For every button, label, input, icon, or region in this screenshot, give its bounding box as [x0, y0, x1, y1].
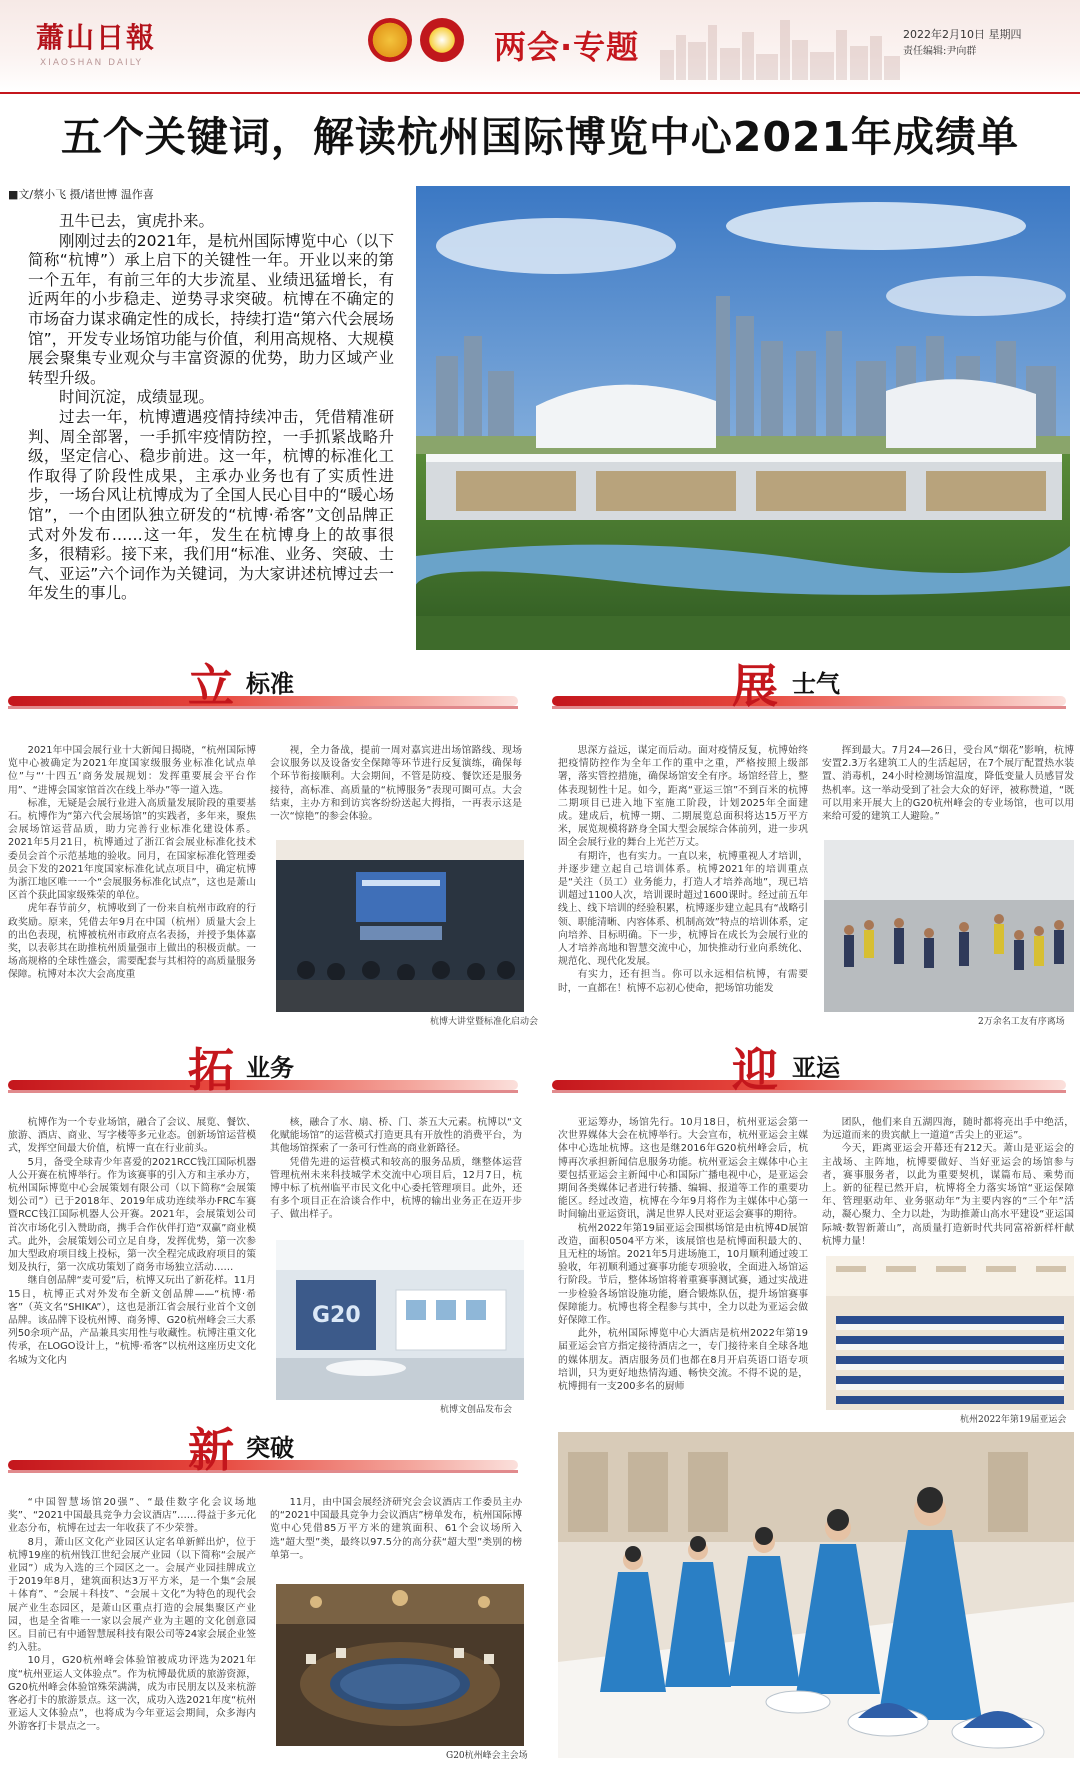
article-column — [270, 1496, 522, 1576]
section-rule — [552, 706, 1066, 709]
section-rule — [8, 706, 518, 709]
standardization-meeting-photo — [276, 840, 524, 1012]
paragraph: 标准，无疑是会展行业进入高质量发展阶段的重要基石。杭博作为“第六代会展场馆”的实践者，多年来，聚焦会展场馆运营品质，助力完善行业标准化建设体系。2021年5月21日，杭博通过了浙江省会展业标准化技术委员会首个示范基地的验收。同月，在国家标准化管理委员会下发的2021年度国家标准化试点项目中，确定杭博为浙江地区唯一一个“会展服务标准化试点”，这也是萧山区首个获此国家级殊荣的单位。 — [8, 797, 256, 902]
paragraph: 11月，由中国会展经济研究会会议酒店工作委员主办的“2021中国最具竞争力会议酒店”榜单发布，杭州国际博览中心凭借85万平方米的建筑面积、61个会议场所入选“超大型”类，最终以97.5分的高分获“超大型”类别的榜单第一。 — [270, 1497, 522, 1561]
section-title: 亚运 — [792, 1054, 840, 1082]
section-header-morale — [552, 656, 1072, 712]
section-header-breakthrough — [8, 1420, 528, 1476]
paragraph: 亚运筹办，场馆先行。10月18日，杭州亚运会第一次世界媒体大会在杭博举行。大会宣布，杭州亚运会主媒体中心选址杭博。这也是继2016年G20杭州峰会后，杭博再次承担新闻信息服务功能。杭州亚运会主媒体中心主要包括亚运会主新闻中心和国际广播电视中心，是亚运会期间各类媒体记者进行转播、编辑、报道等工作的重要功能区。经过改造，杭博在今年9月将作为主媒体中心第一时间输出亚运资讯，满足世界人民对亚运会赛事的期待。 — [558, 1117, 808, 1221]
photo-caption: 杭博文创品发布会 — [440, 1405, 513, 1415]
article-column — [8, 1116, 256, 1408]
article-column — [822, 744, 1074, 834]
paragraph: 此外，杭州国际博览中心大酒店是杭州2022年第19届亚运会官方指定接待酒店之一，专门接待来自全球各地的媒体朋友。酒店服务员们也都在8月开启英语口语专项培训，只为更好地热情沟通、畅快交流。不得不说的是，杭博拥有一支200多名的厨师 — [558, 1328, 808, 1393]
section-calligraphy-char: 拓 — [188, 1043, 234, 1097]
special-topic-title: 两会·专题 — [494, 28, 640, 66]
section-calligraphy-char: 展 — [732, 659, 778, 713]
article-column — [8, 1496, 256, 1762]
photo-caption: 2万余名工友有序离场 — [978, 1017, 1065, 1027]
section-header-standard — [8, 656, 528, 712]
photo-caption: 杭博大讲堂暨标准化启动会 — [430, 1017, 539, 1027]
expo-center-aerial-photo — [416, 186, 1070, 650]
issue-date: 2022年2月10日 星期四 — [903, 28, 1022, 41]
photo-caption: G20杭州峰会主会场 — [446, 1751, 528, 1761]
masthead — [0, 0, 1080, 94]
paragraph: 5月，备受全球青少年喜爱的2021RCC钱江国际机器人公开赛在杭博举行。作为该赛事的引入方和主承办方，杭州国际博览中心会展策划有限公司（以下简称“会展策划公司”）已于2018年、2019年成功连续举办FRC车赛暨RCC钱江国际机器人公开赛。2021年，会展策划公司首次市场化引入赞助商，携手合作伙伴打造“双赢”商业模式。此外，会展策划公司立足自身，发挥优势，第一次参加大型政府项目线上投标，第一次全程完成政府项目的策划及执行，第一次成功策划了商务市场独立活动…… — [8, 1156, 256, 1274]
banquet-service-staff-photo — [558, 1432, 1074, 1758]
section-calligraphy-char: 迎 — [732, 1043, 778, 1097]
article-column — [270, 744, 522, 834]
intro-paragraph: 过去一年，杭博遭遇疫情持续冲击，凭借精准研判、周全部署，一手抓牢疫情防控，一手抓紧战略升级，坚定信心、稳步前进。这一年，杭博的标准化工作取得了阶段性成果，主承办业务也有了实质性进步，一场台风让杭博成为了全国人民心目中的“暖心场馆”，一个由团队独立研发的“杭博·希客”文创品牌正式对外发布……这一年，发生在杭博身上的故事很多，很精彩。接下来，我们用“标准、业务、突破、士气、亚运”六个词作为关键词，为大家讲述杭博过去一年发生的事儿。 — [28, 407, 394, 603]
paragraph: 挥到最大。7月24—26日，受台风“烟花”影响，杭博安置2.3万名建筑工人的生活起居，在7个展厅配置热水装置、消毒机，24小时检测场馆温度，降低变量人员感冒发热机率。这一举动受到了社会大众的好评，被称赞道，“既可以用来开展大上的G20杭州峰会的专业场馆，也可以用来给可爱的建筑工人避险。” — [822, 745, 1074, 823]
intro-text — [28, 212, 394, 604]
article-column — [8, 744, 256, 1034]
newspaper-logo: 蕭山日報 — [36, 21, 157, 54]
g20-main-venue-photo — [276, 1584, 524, 1746]
paragraph: 凭借先进的运营模式和较高的服务品质，继整体运营管理杭州未来科技城学术交流中心项目后，12月7日，杭博中标了杭州临平市民文化中心委托管理项目。此外，还有多个项目正在洽谈合作中，杭博的输出业务正在迈开步子、做出样子。 — [270, 1156, 522, 1221]
workers-leaving-photo — [824, 840, 1074, 1012]
section-title: 突破 — [246, 1434, 294, 1462]
paragraph: 团队，他们来自五湖四海，随时都将亮出手中绝活，为远道而来的贵宾献上一道道“舌尖上的亚运”。 — [822, 1117, 1074, 1142]
byline: ■文/蔡小飞 摄/诸世博 温作喜 — [8, 188, 154, 201]
section-title: 标准 — [246, 670, 294, 698]
paragraph: 8月，萧山区文化产业园区认定名单新鲜出炉，位于杭博19座的杭州钱江世纪会展产业园（以下简称“会展产业园”）成为入选的三个园区之一。会展产业园挂牌成立于2019年8月，建筑面积达3万平方米，是一个集“会展＋体育”、“会展＋科技”、“会展＋文化”为特色的现代会展产业生态园区，是萧山区重点打造的会展集聚区产业园，也是全省唯一一家以会展产业为主题的文化创意园区。目前已有中通智慧展科技有限公司等24家会展企业签约入驻。 — [8, 1536, 256, 1654]
paragraph: 今天，距离亚运会开幕还有212天。萧山是亚运会的主战场、主阵地，杭博要做好、当好亚运会的场馆参与者，赛事服务者，以此为重要契机，谋篇布局、乘势而上。新的征程已然开启，杭博将全力落实场馆“亚运保障年、管理驱动年、业务驱动年”为主要内容的“三个年”活动，凝心聚力、全力以赴，为助推萧山高水平建设“亚运国际城·数智新萧山”，高质量打造新时代共同富裕新样杆献杭博力量！ — [822, 1143, 1074, 1247]
paragraph: 2021年中国会展行业十大新闻日揭晓，“杭州国际博览中心被确定为2021年度国家级服务业标准化试点单位”与“‘十四五’商务发展规划：发挥重要展会平台作用”、“进博会国家馆首次在线上举办”等一道入选。 — [8, 745, 256, 796]
photo-caption: 杭州2022年第19届亚运会 — [960, 1415, 1067, 1425]
section-header-asian-games — [552, 1040, 1072, 1096]
article-column — [558, 1116, 808, 1422]
paragraph: 杭州2022年第19届亚运会围棋场馆是由杭博4D展馆改造，面积0504平方米，该展馆也是杭博面积最大的、且无柱的场馆。2021年5月进场施工，10月顺利通过竣工验收，年初顺利通过赛事功能专项验收，全面进入场馆运行阶段。节后，整体场馆将着重赛事测试赛，通过实战进一步检验各场馆设施功能，磨合锻炼队伍，提升场馆赛事保障能力。杭博也将全程参与其中，全力以赴为亚运会做好保障工作。 — [558, 1222, 808, 1327]
article-column — [558, 744, 808, 1034]
cultural-products-launch-photo — [276, 1240, 524, 1400]
asian-games-hall-photo — [826, 1256, 1074, 1410]
paragraph: 核，融合了水、扇、桥、门、茶五大元素。杭博以“文化赋能场馆”的运营模式打造更具有开放性的消费平台，为其他场馆探索了一条可行性高的商业新路径。 — [270, 1117, 522, 1155]
national-emblem-icon — [368, 18, 412, 62]
section-rule — [8, 1090, 518, 1093]
intro-paragraph: 刚刚过去的2021年，是杭州国际博览中心（以下简称“杭博”）承上启下的关键性一年。开业以来的第一个五年，有前三年的大步流星、业绩迅猛增长，有近两年的小步稳走、逆势寻求突破。杭博在不确定的市场奋力谋求确定性的成长，持续打造“第六代会展场馆”，开发专业场馆功能与价值，利用高规格、大规模展会聚集专业观众与丰富资源的优势，助力区域产业转型升级。 — [28, 231, 394, 387]
intro-paragraph: 时间沉淀，成绩显现。 — [59, 388, 215, 407]
svg-text:G20: G20 — [312, 1303, 361, 1328]
page-headline: 五个关键词，解读杭州国际博览中心2021年成绩单 — [60, 113, 1020, 161]
paragraph: 继自创品牌“麦可爱”后，杭博又玩出了新花样。11月15日，杭博正式对外发布全新文创品牌——“杭博·希客”（英文名“SHIKA”），这也是浙江省会展行业首个文创品牌。该品牌下设杭州博、商务博、G20杭州峰会三大系列50余项产品，产品兼具实用性与收藏性。杭博注重文化传承，在LOGO设计上，“杭博·希客”以杭州这座历史文化名城为文化内 — [8, 1275, 256, 1366]
section-rule — [8, 1470, 518, 1473]
paragraph: 虎年春节前夕，杭博收到了一份来自杭州市政府的行政奖励。原来，凭借去年9月在中国（杭州）质量大会上的出色表现，杭博被杭州市政府点名表扬，并授予集体嘉奖，以表彰其在助推杭州质量强市上做出的积极贡献。一场高规格的全球性盛会，需要配套与其相符的高质量服务保障。杭博对本次大会高度重 — [8, 903, 256, 981]
paragraph: 思深方益远，谋定而后动。面对疫情反复，杭博始终把疫情防控作为全年工作的重中之重，严格按照上级部署，落实管控措施，确保场馆安全有序。场馆经营上，整体表现韧性十足。如今，距离“亚运三馆”不到百米的杭博二期项目已进入地下室施工阶段，计划2025年全面建成。建成后，杭博一期、二期展览总面积将达15万平方米，展览规模将跻身全国大型会展综合体前列，进一步巩固全会展行业的舞台上光芒万丈。 — [558, 745, 808, 849]
editor-credit: 责任编辑:尹向群 — [903, 46, 977, 57]
intro-paragraph: 丑牛已去，寅虎扑来。 — [59, 212, 215, 230]
article-column — [822, 1116, 1074, 1248]
article-column — [270, 1116, 522, 1234]
section-title: 业务 — [246, 1054, 294, 1082]
section-header-business — [8, 1040, 528, 1096]
paragraph: 有实力，还有担当。你可以永远相信杭博，有需要时，一直都在！杭博不忘初心使命，把场馆功能发 — [558, 969, 808, 994]
paragraph: 有期许，也有实力。一直以来，杭博重视人才培训，并逐步建立起自己培训体系。杭博2021年的培训重点是“关注（员工）业务能力，打造人才培养高地”，现已培训超过1100人次，培训课时超过1600课时。经过前五年线上、线下培训的经验积累，杭博逐步建立起具有“战略引领、职能清晰、内容体系、机制高效”特点的培训体系，定向培养、目标明确。下一步，杭博旨在成长为会展行业的人才培养高地和智慧交流中心，加快推动行业向系统化、规范化、现代化发展。 — [558, 850, 808, 968]
skyline-decoration — [660, 10, 900, 80]
paragraph: 杭博作为一个专业场馆，融合了会议、展览、餐饮、旅游、酒店、商业、写字楼等多元业态。创新场馆运营模式，发挥空间最大价值，杭博一直在行业前头。 — [8, 1117, 256, 1155]
newspaper-logo-sub: XIAOSHAN DAILY — [40, 58, 144, 68]
paragraph: 10月，G20杭州峰会体验馆被成功评选为2021年度“杭州亚运人文体验点”。作为杭博最优质的旅游资源，G20杭州峰会体验馆殊荣满满，成为市民朋友以及来杭游客必打卡的旅游景点。这一次，成功入选2021年度“杭州亚运人文体验点”，也将成为今年亚运会期间，众多海内外游客打卡景点之一。 — [8, 1655, 256, 1733]
section-calligraphy-char: 新 — [188, 1423, 234, 1477]
cppcc-emblem-icon — [420, 18, 464, 62]
paragraph: “中国智慧场馆20强”、“最佳数字化会议场地奖”、“2021中国最具竞争力会议酒店”……得益于多元化业态分布，杭博在过去一年收获了不少荣誉。 — [8, 1497, 256, 1535]
section-title: 士气 — [792, 670, 840, 698]
section-calligraphy-char: 立 — [188, 659, 234, 713]
paragraph: 视，全力备战，提前一周对嘉宾进出场馆路线、现场会议服务以及设备安全保障等环节进行反复演练，确保每个环节衔接顺利。大会期间，不管是防疫、餐饮还是服务接待，高标准、高质量的“杭博服务”表现可圈可点。大会结束，主办方和到访宾客纷纷送起大拇指，一再表示这是一次“惊艳”的参会体验。 — [270, 745, 522, 823]
section-rule — [552, 1090, 1066, 1093]
